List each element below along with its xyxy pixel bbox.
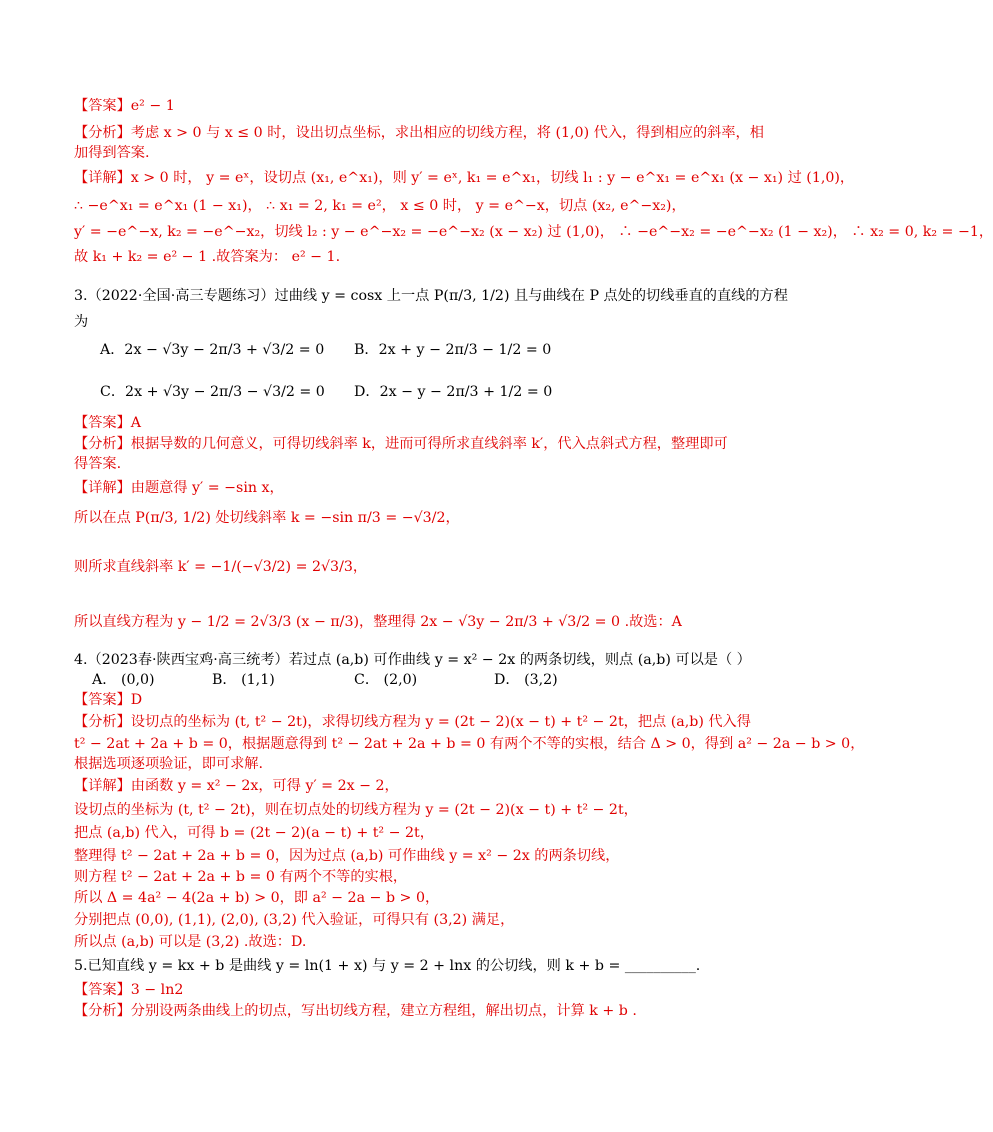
detail-line: 【详解】由题意得 y′ = −sin x，: [74, 480, 284, 496]
q3-option-c: C．2x + √3y − 2π/3 − √3/2 = 0: [100, 384, 325, 400]
analysis-line: 【分析】考虑 x > 0 与 x ≤ 0 时，设出切点坐标，求出相应的切线方程，将 (1,0) 代入，得到相应的斜率，相: [74, 125, 764, 141]
q3-option-b: B．2x + y − 2π/3 − 1/2 = 0: [354, 342, 552, 358]
q4-option-a: A． (0,0): [92, 672, 155, 688]
detail-line: ∴ −e^x₁ = e^x₁ (1 − x₁)， ∴ x₁ = 2, k₁ = e²， x ≤ 0 时， y = e^−x，切点 (x₂, e^−x₂)，: [74, 198, 686, 214]
answer-line: 【答案】e² − 1: [74, 98, 175, 114]
question-3-stem: 3.（2022·全国·高三专题练习）过曲线 y = cosx 上一点 P(π/3, 1/2) 且与曲线在 P 点处的切线垂直的直线的方程: [74, 288, 788, 304]
answer-line: 【答案】3 − ln2: [74, 982, 184, 998]
detail-line: 把点 (a,b) 代入，可得 b = (2t − 2)(a − t) + t² − 2t，: [74, 825, 434, 841]
detail-line: 所以在点 P(π/3, 1/2) 处切线斜率 k = −sin π/3 = −√3/2，: [74, 510, 460, 526]
analysis-line: 加得到答案.: [74, 145, 150, 161]
detail-line: 则方程 t² − 2at + 2a + b = 0 有两个不等的实根，: [74, 869, 408, 885]
analysis-line: t² − 2at + 2a + b = 0，根据题意得到 t² − 2at + 2a + b = 0 有两个不等的实根，结合 Δ > 0，得到 a² − 2a − b > 0，: [74, 736, 865, 752]
answer-line: 【答案】D: [74, 692, 143, 708]
q4-option-c: C． (2,0): [354, 672, 418, 688]
detail-line: 则所求直线斜率 k′ = −1/(−√3/2) = 2√3/3，: [74, 559, 368, 575]
detail-line: 整理得 t² − 2at + 2a + b = 0，因为过点 (a,b) 可作曲线 y = x² − 2x 的两条切线，: [74, 848, 620, 864]
q3-option-a: A．2x − √3y − 2π/3 + √3/2 = 0: [100, 342, 325, 358]
detail-line: 所以直线方程为 y − 1/2 = 2√3/3 (x − π/3)，整理得 2x − √3y − 2π/3 + √3/2 = 0 .故选：A: [74, 614, 682, 630]
q4-option-b: B． (1,1): [212, 672, 275, 688]
q4-option-d: D． (3,2): [494, 672, 558, 688]
question-5-stem: 5.已知直线 y = kx + b 是曲线 y = ln(1 + x) 与 y = 2 + lnx 的公切线，则 k + b = __________.: [74, 958, 701, 974]
analysis-line: 【分析】根据导数的几何意义，可得切线斜率 k，进而可得所求直线斜率 k′，代入点斜式方程，整理即可: [74, 436, 728, 452]
detail-line: 设切点的坐标为 (t, t² − 2t)，则在切点处的切线方程为 y = (2t − 2)(x − t) + t² − 2t，: [74, 802, 638, 818]
question-4-stem: 4.（2023春·陕西宝鸡·高三统考）若过点 (a,b) 可作曲线 y = x² − 2x 的两条切线，则点 (a,b) 可以是（ ）: [74, 652, 751, 668]
detail-line: 故 k₁ + k₂ = e² − 1 .故答案为： e² − 1.: [74, 249, 341, 265]
analysis-line: 得答案.: [74, 456, 122, 472]
question-3-stem: 为: [74, 314, 89, 330]
detail-line: 所以点 (a,b) 可以是 (3,2) .故选：D.: [74, 934, 307, 950]
detail-line: 【详解】x > 0 时， y = eˣ，设切点 (x₁, e^x₁)，则 y′ = eˣ, k₁ = e^x₁，切线 l₁ : y − e^x₁ = e^x₁ (x − x₁) 过 (1,0)，: [74, 170, 855, 186]
q3-option-d: D．2x − y − 2π/3 + 1/2 = 0: [354, 384, 553, 400]
analysis-line: 【分析】设切点的坐标为 (t, t² − 2t)，求得切线方程为 y = (2t − 2)(x − t) + t² − 2t，把点 (a,b) 代入得: [74, 714, 751, 730]
detail-line: 【详解】由函数 y = x² − 2x，可得 y′ = 2x − 2，: [74, 778, 399, 794]
analysis-line: 【分析】分别设两条曲线上的切点，写出切线方程，建立方程组，解出切点，计算 k + b .: [74, 1003, 637, 1019]
detail-line: y′ = −e^−x, k₂ = −e^−x₂，切线 l₂ : y − e^−x₂ = −e^−x₂ (x − x₂) 过 (1,0)， ∴ −e^−x₂ = −e^−x₂ (1 − x₂)， ∴ x₂ = 0, k₂ = −1，: [74, 224, 993, 240]
detail-line: 所以 Δ = 4a² − 4(2a + b) > 0，即 a² − 2a − b > 0，: [74, 890, 440, 906]
answer-line: 【答案】A: [74, 415, 141, 431]
detail-line: 分别把点 (0,0), (1,1), (2,0), (3,2) 代入验证，可得只有 (3,2) 满足，: [74, 912, 515, 928]
analysis-line: 根据选项逐项验证，即可求解.: [74, 756, 263, 772]
